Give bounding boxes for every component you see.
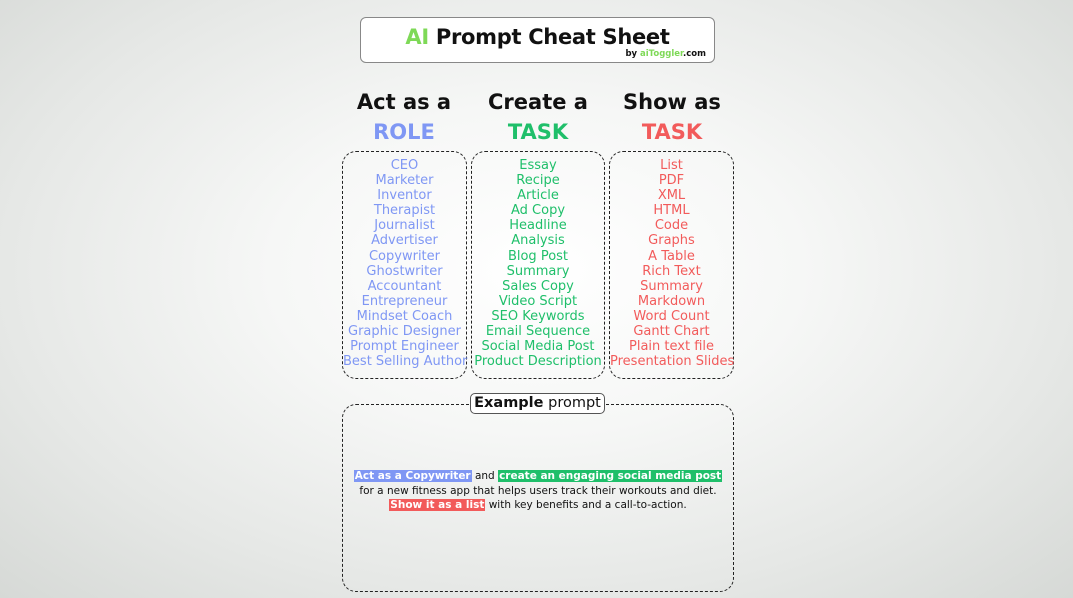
list-item: Ad Copy	[510, 203, 566, 219]
list-item: Product Description	[474, 354, 602, 370]
list-item: Marketer	[375, 173, 434, 189]
list-item: Graphs	[648, 233, 695, 249]
title-card	[360, 17, 715, 63]
list-item: Blog Post	[507, 248, 569, 264]
role-list	[342, 151, 467, 379]
list-item: Mindset Coach	[356, 308, 453, 324]
prompt-end: with key benefits and a call-to-action.	[485, 499, 687, 511]
example-label-bold: Example	[474, 395, 544, 411]
role-keyword: ROLE	[373, 120, 435, 144]
task-keyword: TASK	[507, 120, 569, 144]
list-item: Plain text file	[629, 339, 714, 355]
list-item: Ghostwriter	[366, 263, 443, 279]
title-ai-word: AI	[405, 25, 429, 49]
list-item: Sales Copy	[502, 278, 574, 294]
list-item: Summary	[640, 278, 703, 294]
list-item: Article	[517, 188, 559, 204]
list-item: PDF	[658, 173, 685, 189]
list-item: SEO Keywords	[491, 308, 585, 324]
example-prompt-text	[352, 469, 724, 513]
list-item: Summary	[506, 263, 570, 279]
list-item: Gantt Chart	[633, 324, 710, 340]
byline-prefix: by	[625, 49, 641, 59]
role-highlight: Act as a Copywriter	[354, 470, 471, 482]
task-highlight: create an engaging social media post	[499, 470, 722, 482]
show-highlight: Show it as a list	[390, 499, 485, 511]
list-item: Recipe	[516, 173, 560, 189]
list-item: Code	[654, 218, 689, 234]
list-item: Presentation Slides	[610, 354, 735, 370]
list-item: Advertiser	[371, 233, 438, 249]
list-item: Rich Text	[642, 263, 701, 279]
show-keyword: TASK	[641, 120, 703, 144]
byline-brand: aiToggler	[640, 49, 684, 59]
list-item: List	[660, 158, 683, 173]
list-item: CEO	[390, 158, 419, 173]
byline	[625, 49, 706, 59]
task-heading-text: Create a	[488, 90, 588, 114]
list-item: Video Script	[498, 293, 578, 309]
list-item: Email Sequence	[485, 324, 591, 340]
title-rest: Prompt Cheat Sheet	[428, 25, 670, 49]
list-item: XML	[657, 188, 686, 204]
list-item: Copywriter	[368, 248, 440, 264]
role-heading-text: Act as a	[356, 90, 452, 114]
role-column-heading	[334, 88, 474, 146]
list-item: Accountant	[367, 278, 442, 294]
list-item: Best Selling Author	[343, 354, 468, 370]
list-item: Graphic Designer	[348, 324, 461, 340]
prompt-middle: for a new fitness app that helps users track their workouts and diet.	[359, 484, 717, 497]
list-item: Journalist	[374, 218, 435, 234]
list-item: Headline	[509, 218, 567, 234]
list-item: Word Count	[633, 308, 710, 324]
list-item: Therapist	[373, 203, 436, 219]
list-item: Prompt Engineer	[350, 339, 459, 355]
list-item: Essay	[519, 158, 557, 173]
byline-domain: .com	[683, 49, 706, 59]
show-heading-text: Show as	[623, 90, 721, 114]
task-column-heading	[468, 88, 608, 146]
list-item: A Table	[648, 248, 695, 264]
list-item: HTML	[653, 203, 690, 219]
show-column-heading	[602, 88, 742, 146]
example-label-rest: prompt	[543, 395, 601, 411]
list-item: Inventor	[377, 188, 432, 204]
list-item: Analysis	[511, 233, 565, 249]
show-list	[609, 151, 734, 379]
task-list	[471, 151, 605, 379]
prompt-and: and	[471, 470, 499, 482]
example-label	[470, 393, 605, 414]
list-item: Markdown	[637, 293, 706, 309]
list-item: Entrepreneur	[361, 293, 448, 309]
page-title	[361, 25, 714, 49]
list-item: Social Media Post	[481, 339, 595, 355]
